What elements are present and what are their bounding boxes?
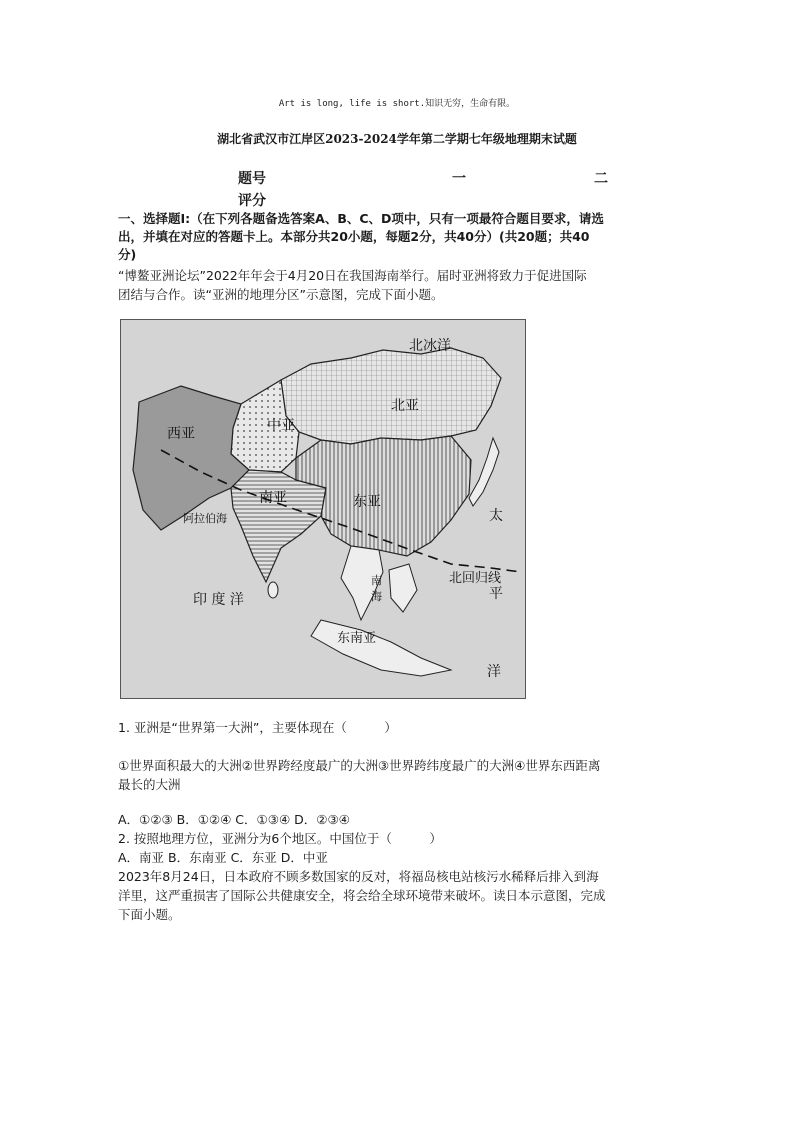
label-south-china-sea-1: 南: [371, 574, 382, 587]
label-east-asia: 东亚: [353, 494, 381, 510]
intro-line: 团结与合作。读“亚洲的地理分区”示意图，完成下面小题。: [118, 287, 444, 302]
label-south-china-sea-2: 海: [371, 590, 382, 603]
label-pacific-2: 平: [489, 586, 503, 602]
label-west-asia: 西亚: [167, 426, 195, 442]
section-heading-line: 分): [118, 247, 137, 262]
score-table-row-header: [238, 168, 638, 190]
question-1-statements: [118, 756, 678, 794]
label-tropic-of-cancer: 北回归线: [449, 571, 502, 586]
score-table-label-number: 题号: [238, 171, 266, 187]
region-west-asia: [133, 386, 249, 530]
intro-2-line: 洋里，这严重损害了国际公共健康安全，将会给全球环境带来破坏。读日本示意图，完成: [118, 888, 606, 903]
label-arctic-ocean: 北冰洋: [409, 338, 451, 354]
region-south-asia: [231, 470, 326, 582]
label-pacific-1: 太: [489, 508, 503, 524]
sri-lanka-island: [268, 582, 278, 598]
label-south-asia: 南亚: [259, 490, 287, 506]
asia-map-svg: [121, 320, 525, 698]
question-1: [118, 718, 678, 737]
label-arabian-sea: 阿拉伯海: [183, 512, 227, 525]
label-central-asia: 中亚: [267, 418, 295, 434]
question-1-statement-line: 最长的大洲: [118, 777, 181, 792]
region-southeast-asia: [311, 546, 451, 676]
section-heading: [118, 210, 678, 264]
page-title: 湖北省武汉市江岸区2023-2024学年第二学期七年级地理期末试题: [217, 132, 577, 146]
intro-2-line: 2023年8月24日，日本政府不顾多数国家的反对，将福岛核电站核污水稀释后排入到海: [118, 869, 599, 884]
score-table-col-1: 一: [452, 171, 466, 187]
intro-2-line: 下面小题。: [118, 907, 181, 922]
asia-regions-map: [120, 319, 526, 699]
label-north-asia: 北亚: [391, 398, 419, 414]
header-motto: Art is long, life is short.知识无穷，生命有限。: [278, 99, 516, 109]
question-1-options: A．①②③ B．①②④ C．①③④ D．②③④: [118, 812, 350, 827]
score-table-row-score: [238, 190, 638, 212]
intro-paragraph-1: [118, 266, 678, 304]
question-1-statement-line: ①世界面积最大的大洲②世界跨经度最广的大洲③世界跨纬度最广的大洲④世界东西距离: [118, 758, 601, 773]
label-pacific-3: 洋: [487, 664, 501, 680]
question-2-options: A．南亚 B．东南亚 C．东亚 D．中亚: [118, 850, 328, 865]
score-table: [238, 168, 638, 212]
score-table-label-score: 评分: [238, 193, 266, 209]
label-southeast-asia: 东南亚: [337, 631, 377, 646]
section-heading-line: 一、选择题Ⅰ:（在下列各题备选答案A、B、C、D项中，只有一项最符合题目要求，请选: [118, 211, 604, 226]
japan-islands: [469, 438, 499, 506]
intro-line: “博鳌亚洲论坛”2022年年会于4月20日在我国海南举行。届时亚洲将致力于促进国际: [118, 268, 587, 283]
region-north-asia: [281, 348, 501, 444]
section-heading-line: 出，并填在对应的答题卡上。本部分共20小题，每题2分，共40分）(共20题；共40: [118, 229, 590, 244]
question-block: [118, 810, 678, 924]
question-1-stem: 1. 亚洲是“世界第一大洲”，主要体现在（ ）: [118, 720, 397, 735]
question-2-stem: 2. 按照地理方位，亚洲分为6个地区。中国位于（ ）: [118, 831, 442, 846]
label-indian-ocean: 印 度 洋: [193, 592, 244, 608]
score-table-col-2: 二: [594, 171, 608, 187]
